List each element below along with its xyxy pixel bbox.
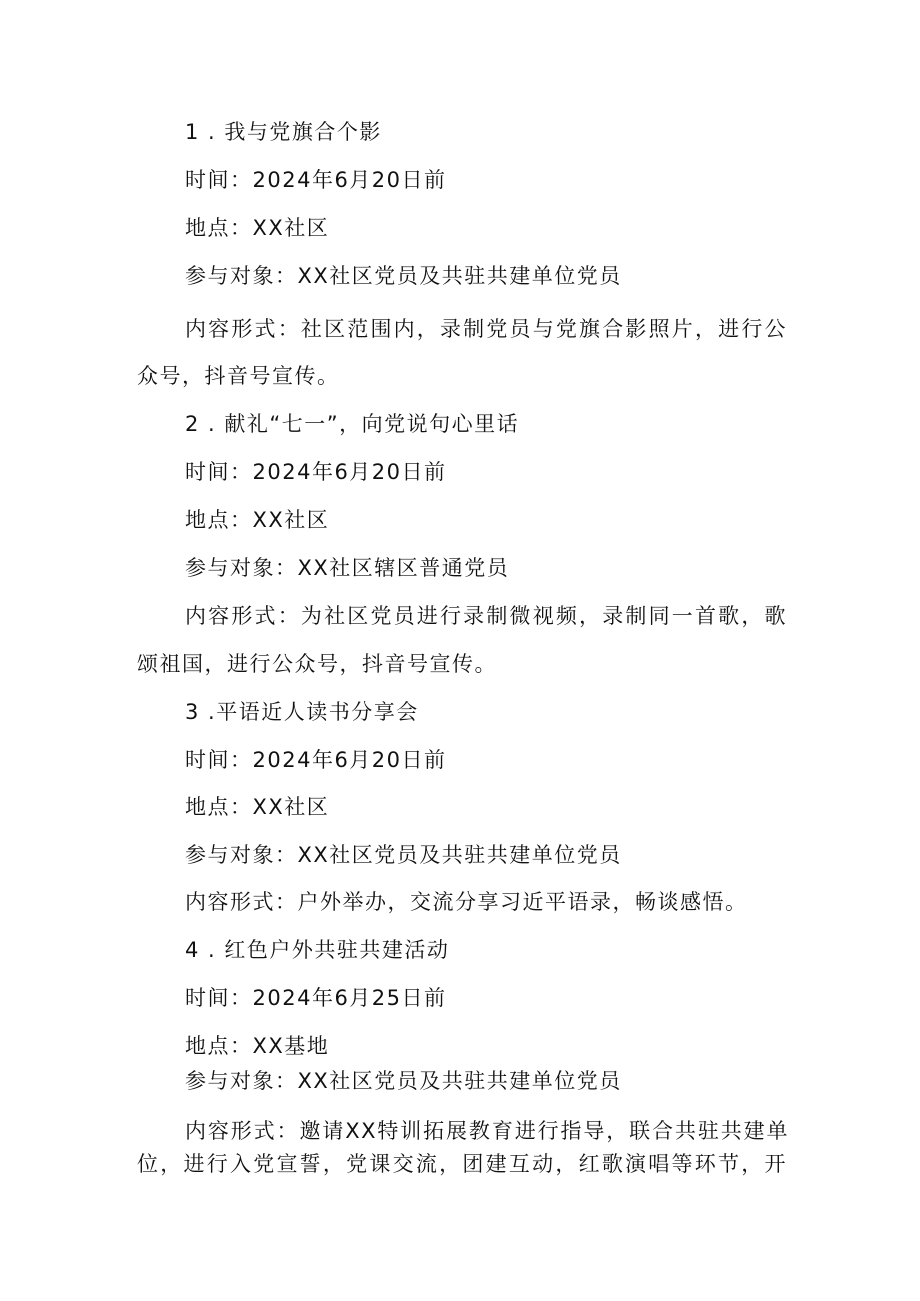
section-4-content-line-1: 内容形式：邀请XX特训拓展教育进行指导，联合共驻共建单	[185, 1119, 789, 1143]
section-1-participants: 参与对象：XX社区党员及共驻共建单位党员	[185, 264, 622, 288]
section-1-time: 时间：2024年6月20日前	[185, 168, 447, 192]
section-1-location: 地点：XX社区	[185, 216, 330, 240]
section-1-heading: 1 . 我与党旗合个影	[185, 120, 382, 144]
section-1-content-line-1: 内容形式：社区范围内，录制党员与党旗合影照片，进行公	[185, 317, 787, 341]
section-2-heading: 2 . 献礼“七一”，向党说句心里话	[185, 412, 520, 436]
section-3-content: 内容形式：户外举办，交流分享习近平语录，畅谈感悟。	[185, 890, 748, 914]
section-4-participants: 参与对象：XX社区党员及共驻共建单位党员	[185, 1069, 622, 1093]
section-4-content-line-2: 位，进行入党宣誓，党课交流，团建互动，红歌演唱等环节，开	[137, 1152, 787, 1176]
section-1-content-line-2: 众号，抖音号宣传。	[137, 364, 340, 388]
section-2-content-line-2: 颂祖国，进行公众号，抖音号宣传。	[137, 652, 497, 676]
section-3-time: 时间：2024年6月20日前	[185, 748, 447, 772]
section-2-location: 地点：XX社区	[185, 508, 330, 532]
section-4-time: 时间：2024年6月25日前	[185, 986, 447, 1010]
section-2-content-line-1: 内容形式：为社区党员进行录制微视频，录制同一首歌，歌	[185, 604, 787, 628]
section-3-heading: 3 .平语近人读书分享会	[185, 700, 419, 724]
section-2-time: 时间：2024年6月20日前	[185, 460, 447, 484]
section-2-participants: 参与对象：XX社区辖区普通党员	[185, 556, 510, 580]
section-3-location: 地点：XX社区	[185, 795, 330, 819]
section-4-heading: 4 . 红色户外共驻共建活动	[185, 938, 450, 962]
section-3-participants: 参与对象：XX社区党员及共驻共建单位党员	[185, 843, 622, 867]
section-4-location: 地点：XX基地	[185, 1034, 330, 1058]
